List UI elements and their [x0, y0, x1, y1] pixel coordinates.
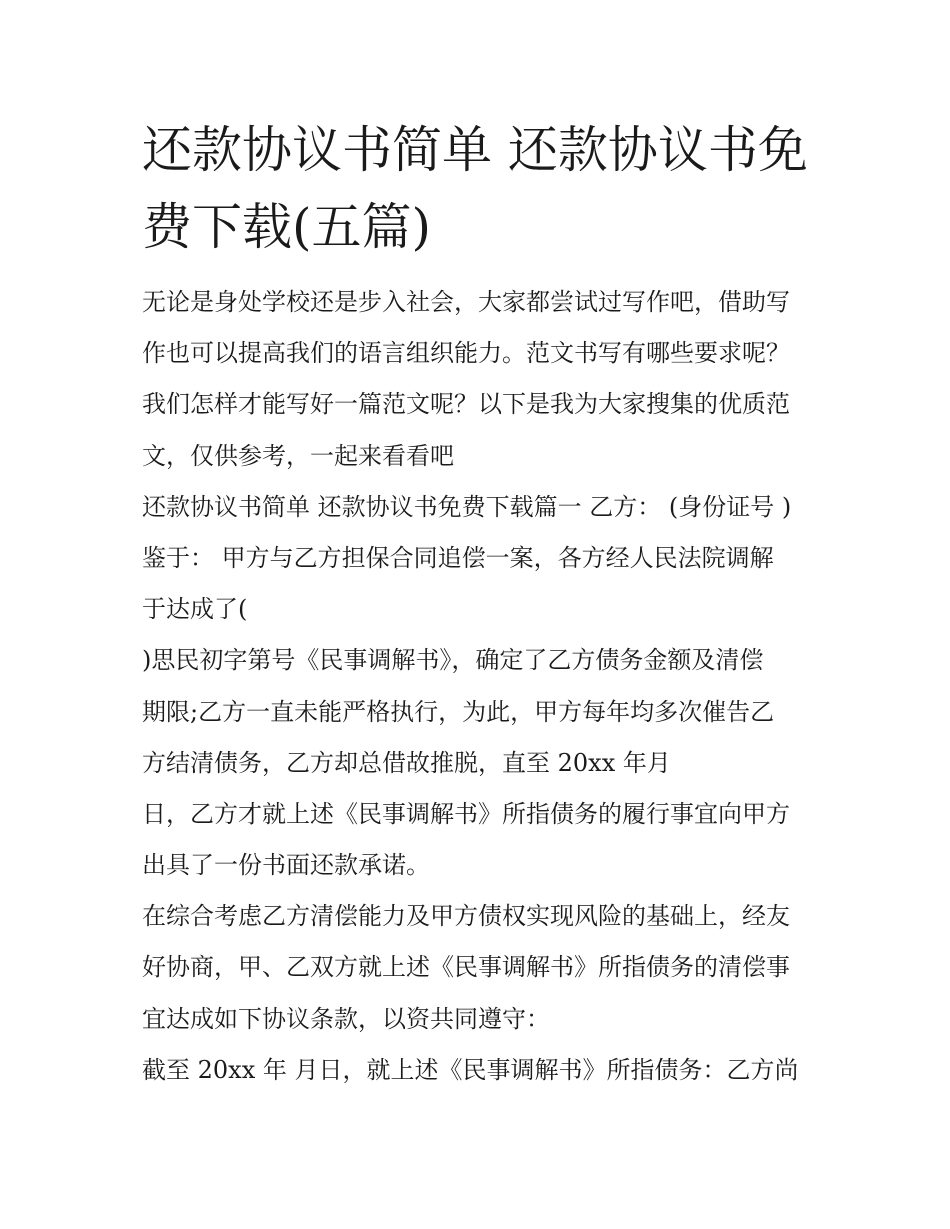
- body-line: 宜达成如下协议条款，以资共同遵守：: [142, 1004, 550, 1033]
- title-line-1: 还款协议书简单 还款协议书免: [142, 121, 808, 179]
- body-line: 出具了一份书面还款承诺。: [142, 851, 430, 880]
- title-line-2: 费下载(五篇): [142, 198, 432, 256]
- document-title: [142, 112, 822, 266]
- body-line: 我们怎样才能写好一篇范文呢？以下是我为大家搜集的优质范: [142, 390, 790, 419]
- body-line: 好协商，甲、乙双方就上述《民事调解书》所指债务的清偿事: [142, 953, 790, 982]
- body-line: 在综合考虑乙方清偿能力及甲方债权实现风险的基础上，经友: [142, 902, 790, 931]
- body-line: )思民初字第号《民事调解书》，确定了乙方债务金额及清偿: [142, 646, 764, 675]
- body-line: 截至 20xx 年 月日，就上述《民事调解书》所指债务：乙方尚: [142, 1055, 799, 1084]
- body-line: 文，仅供参考，一起来看看吧: [142, 441, 454, 470]
- body-line: 期限;乙方一直未能严格执行，为此，甲方每年均多次催告乙: [142, 697, 775, 726]
- body-line: 还款协议书简单 还款协议书免费下载篇一 乙方： (身份证号 ): [142, 492, 792, 521]
- body-line: 作也可以提高我们的语言组织能力。范文书写有哪些要求呢？: [142, 339, 790, 368]
- body-line: 于达成了(: [142, 595, 248, 624]
- body-line: 鉴于： 甲方与乙方担保合同追偿一案，各方经人民法院调解: [142, 543, 774, 572]
- body-line: 无论是身处学校还是步入社会，大家都尝试过写作吧，借助写: [142, 288, 790, 316]
- document-body: [142, 277, 832, 1096]
- body-line: 方结清债务，乙方却总借故推脱，直至 20xx 年月: [142, 748, 671, 777]
- body-line: 日，乙方才就上述《民事调解书》所指债务的履行事宜向甲方: [142, 799, 790, 828]
